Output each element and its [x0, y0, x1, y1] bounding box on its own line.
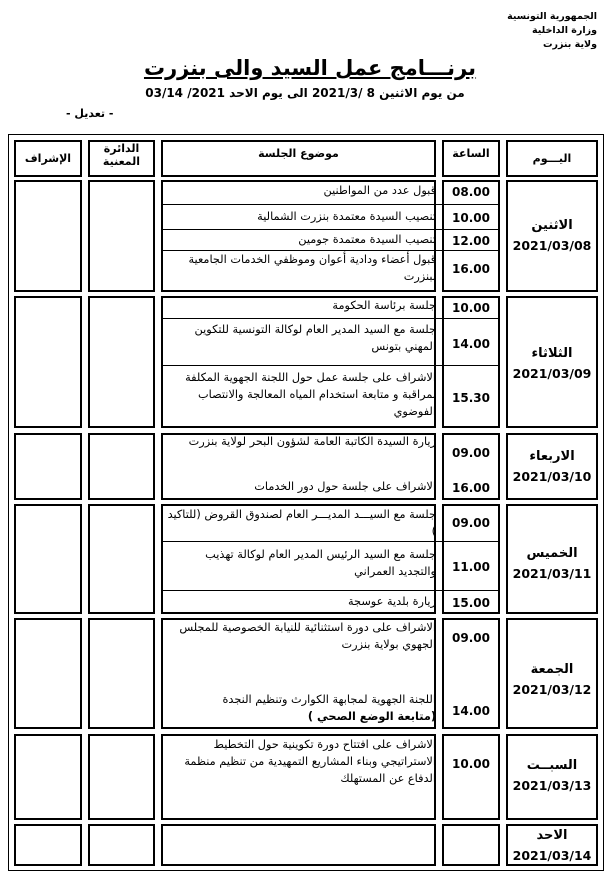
letterhead: [487, 10, 597, 52]
day-date: 2021/03/14: [512, 848, 592, 863]
time-cell-box: [442, 296, 500, 428]
session-subject-text: جلسة مع السيـــد المديـــر العام لصندوق القروض (للتاكيد ): [167, 508, 436, 538]
session-subject: [166, 619, 436, 653]
session-subject: [166, 593, 436, 610]
session-subject-text: قبول أعضاء ودادية أعوان وموظفي الخدمات الجامعية ببنزرت: [188, 253, 436, 283]
session-subject: [166, 546, 436, 580]
row-divider: [163, 204, 498, 205]
supervision-cell-box: [14, 433, 82, 500]
supervision-cell-box: [14, 296, 82, 428]
session-time: 10.00: [452, 757, 490, 771]
day-date: 2021/03/12: [512, 682, 592, 697]
department-cell-box: [88, 734, 155, 820]
session-subject: [166, 182, 436, 199]
session-subject-text: جلسة مع السيد المدير العام لوكالة التونسية للتكوين المهني بتونس: [194, 323, 436, 353]
session-subject-text: تنصيب السيدة معتمدة جومين: [298, 233, 436, 246]
subject-cell-box: [161, 824, 436, 866]
department-cell-box: [88, 180, 155, 292]
header-time-label: الساعة: [452, 147, 490, 160]
day-name: الثلاثاء: [531, 346, 573, 361]
session-subject-bold: (متابعة الوضع الصحي ): [307, 710, 436, 723]
department-cell-box: [88, 504, 155, 614]
time-cell-box: [442, 824, 500, 866]
session-time: 10.00: [452, 301, 490, 315]
day-name: الاربعاء: [529, 449, 575, 464]
session-subject-text: الاشراف على جلسة حول دور الخدمات: [254, 480, 436, 493]
session-subject-text: زيارة السيدة الكاتبة العامة لشؤون البحر لولاية بنزرت: [188, 435, 436, 448]
day-name: الخميس: [526, 546, 578, 561]
letterhead-ministry: وزارة الداخلية: [532, 25, 597, 36]
session-subject-text: الاشراف على افتتاح دورة تكوينية حول التخطيط الاستراتيجي وبناء المشاريع التمهيدية من تنظيم منظمة الدفاع عن المستهلك: [184, 738, 436, 785]
row-divider: [163, 590, 498, 591]
session-subject-text: قبول عدد من المواطنين: [323, 184, 436, 197]
session-subject: [166, 478, 436, 495]
session-subject: [166, 231, 436, 248]
session-time: 10.00: [452, 211, 490, 225]
supervision-cell-box: [14, 734, 82, 820]
letterhead-governorate: ولاية بنزرت: [543, 39, 597, 50]
header-subject-label: موضوع الجلسة: [258, 147, 339, 160]
session-subject-text: تنصيب السيدة معتمدة بنزرت الشمالية: [257, 210, 436, 223]
supervision-cell-box: [14, 824, 82, 866]
day-cell: [506, 180, 598, 292]
row-divider: [163, 541, 498, 542]
session-time: 16.00: [452, 481, 490, 495]
header-day-label: اليـــوم: [532, 152, 572, 165]
day-date: 2021/03/11: [512, 566, 592, 581]
supervision-cell-box: [14, 504, 82, 614]
session-subject: [166, 691, 436, 725]
date-range: من يوم الاثنين 8 /2021/3 الى يوم الاحد 2021/ 03/14: [145, 86, 465, 100]
page-title: برنـــامج عمل السيد والى بنزرت: [143, 56, 477, 80]
row-divider: [163, 318, 498, 319]
day-cell: [506, 824, 598, 866]
session-subject: [166, 321, 436, 355]
row-divider: [163, 229, 498, 230]
letterhead-republic: الجمهورية التونسية: [507, 11, 597, 22]
session-subject: [166, 369, 436, 420]
session-time: 09.00: [452, 446, 490, 460]
session-time: 14.00: [452, 704, 490, 718]
session-time: 11.00: [452, 560, 490, 574]
session-time: 12.00: [452, 234, 490, 248]
day-cell: [506, 433, 598, 500]
session-time: 15.30: [452, 391, 490, 405]
time-cell-box: [442, 734, 500, 820]
session-subject: [166, 736, 436, 787]
session-subject-text: الاشراف على دورة استثنائية للنيابة الخصوصية للمجلس الجهوي بولاية بنزرت: [179, 621, 436, 651]
department-cell-box: [88, 618, 155, 729]
row-divider: [163, 365, 498, 366]
session-subject-text: زيارة بلدية عوسجة: [347, 595, 436, 608]
day-date: 2021/03/09: [512, 366, 592, 381]
day-cell: [506, 618, 598, 729]
session-subject-text: جلسة برئاسة الحكومة: [332, 299, 436, 312]
session-time: 14.00: [452, 337, 490, 351]
day-date: 2021/03/13: [512, 778, 592, 793]
session-subject-text: جلسة مع السيد الرئيس المدير العام لوكالة تهذيب والتجديد العمراني: [205, 548, 436, 578]
session-subject: [166, 433, 436, 450]
session-subject: [166, 506, 436, 540]
supervision-cell-box: [14, 618, 82, 729]
session-subject: [166, 251, 436, 285]
department-cell-box: [88, 296, 155, 428]
session-time: 15.00: [452, 596, 490, 610]
header-supervision-label: الإشراف: [24, 152, 72, 165]
session-time: 09.00: [452, 631, 490, 645]
day-cell: [506, 504, 598, 614]
day-date: 2021/03/10: [512, 469, 592, 484]
day-name: السبــت: [526, 758, 578, 773]
day-cell: [506, 296, 598, 428]
day-name: الجمعة: [530, 662, 574, 677]
session-time: 09.00: [452, 516, 490, 530]
session-subject-text: اللجنة الجهوية لمجابهة الكوارث وتنظيم النجدة: [222, 693, 436, 706]
session-subject: [166, 208, 436, 225]
day-name: الاحد: [536, 828, 568, 843]
department-cell-box: [88, 824, 155, 866]
supervision-cell-box: [14, 180, 82, 292]
department-cell-box: [88, 433, 155, 500]
session-subject: [166, 297, 436, 314]
session-time: 16.00: [452, 262, 490, 276]
session-subject-text: الاشراف على جلسة عمل حول اللجنة الجهوية المكلفة بمراقبة و متابعة استخدام المياه المعالجة والانتصاب الفوضوي: [185, 371, 436, 418]
day-date: 2021/03/08: [512, 238, 592, 253]
day-name: الاثنين: [531, 218, 573, 233]
day-cell: [506, 734, 598, 820]
header-department-label: الدائرة المعنية: [102, 142, 141, 168]
edit-note: - تعديل -: [66, 107, 114, 120]
session-time: 08.00: [452, 185, 490, 199]
